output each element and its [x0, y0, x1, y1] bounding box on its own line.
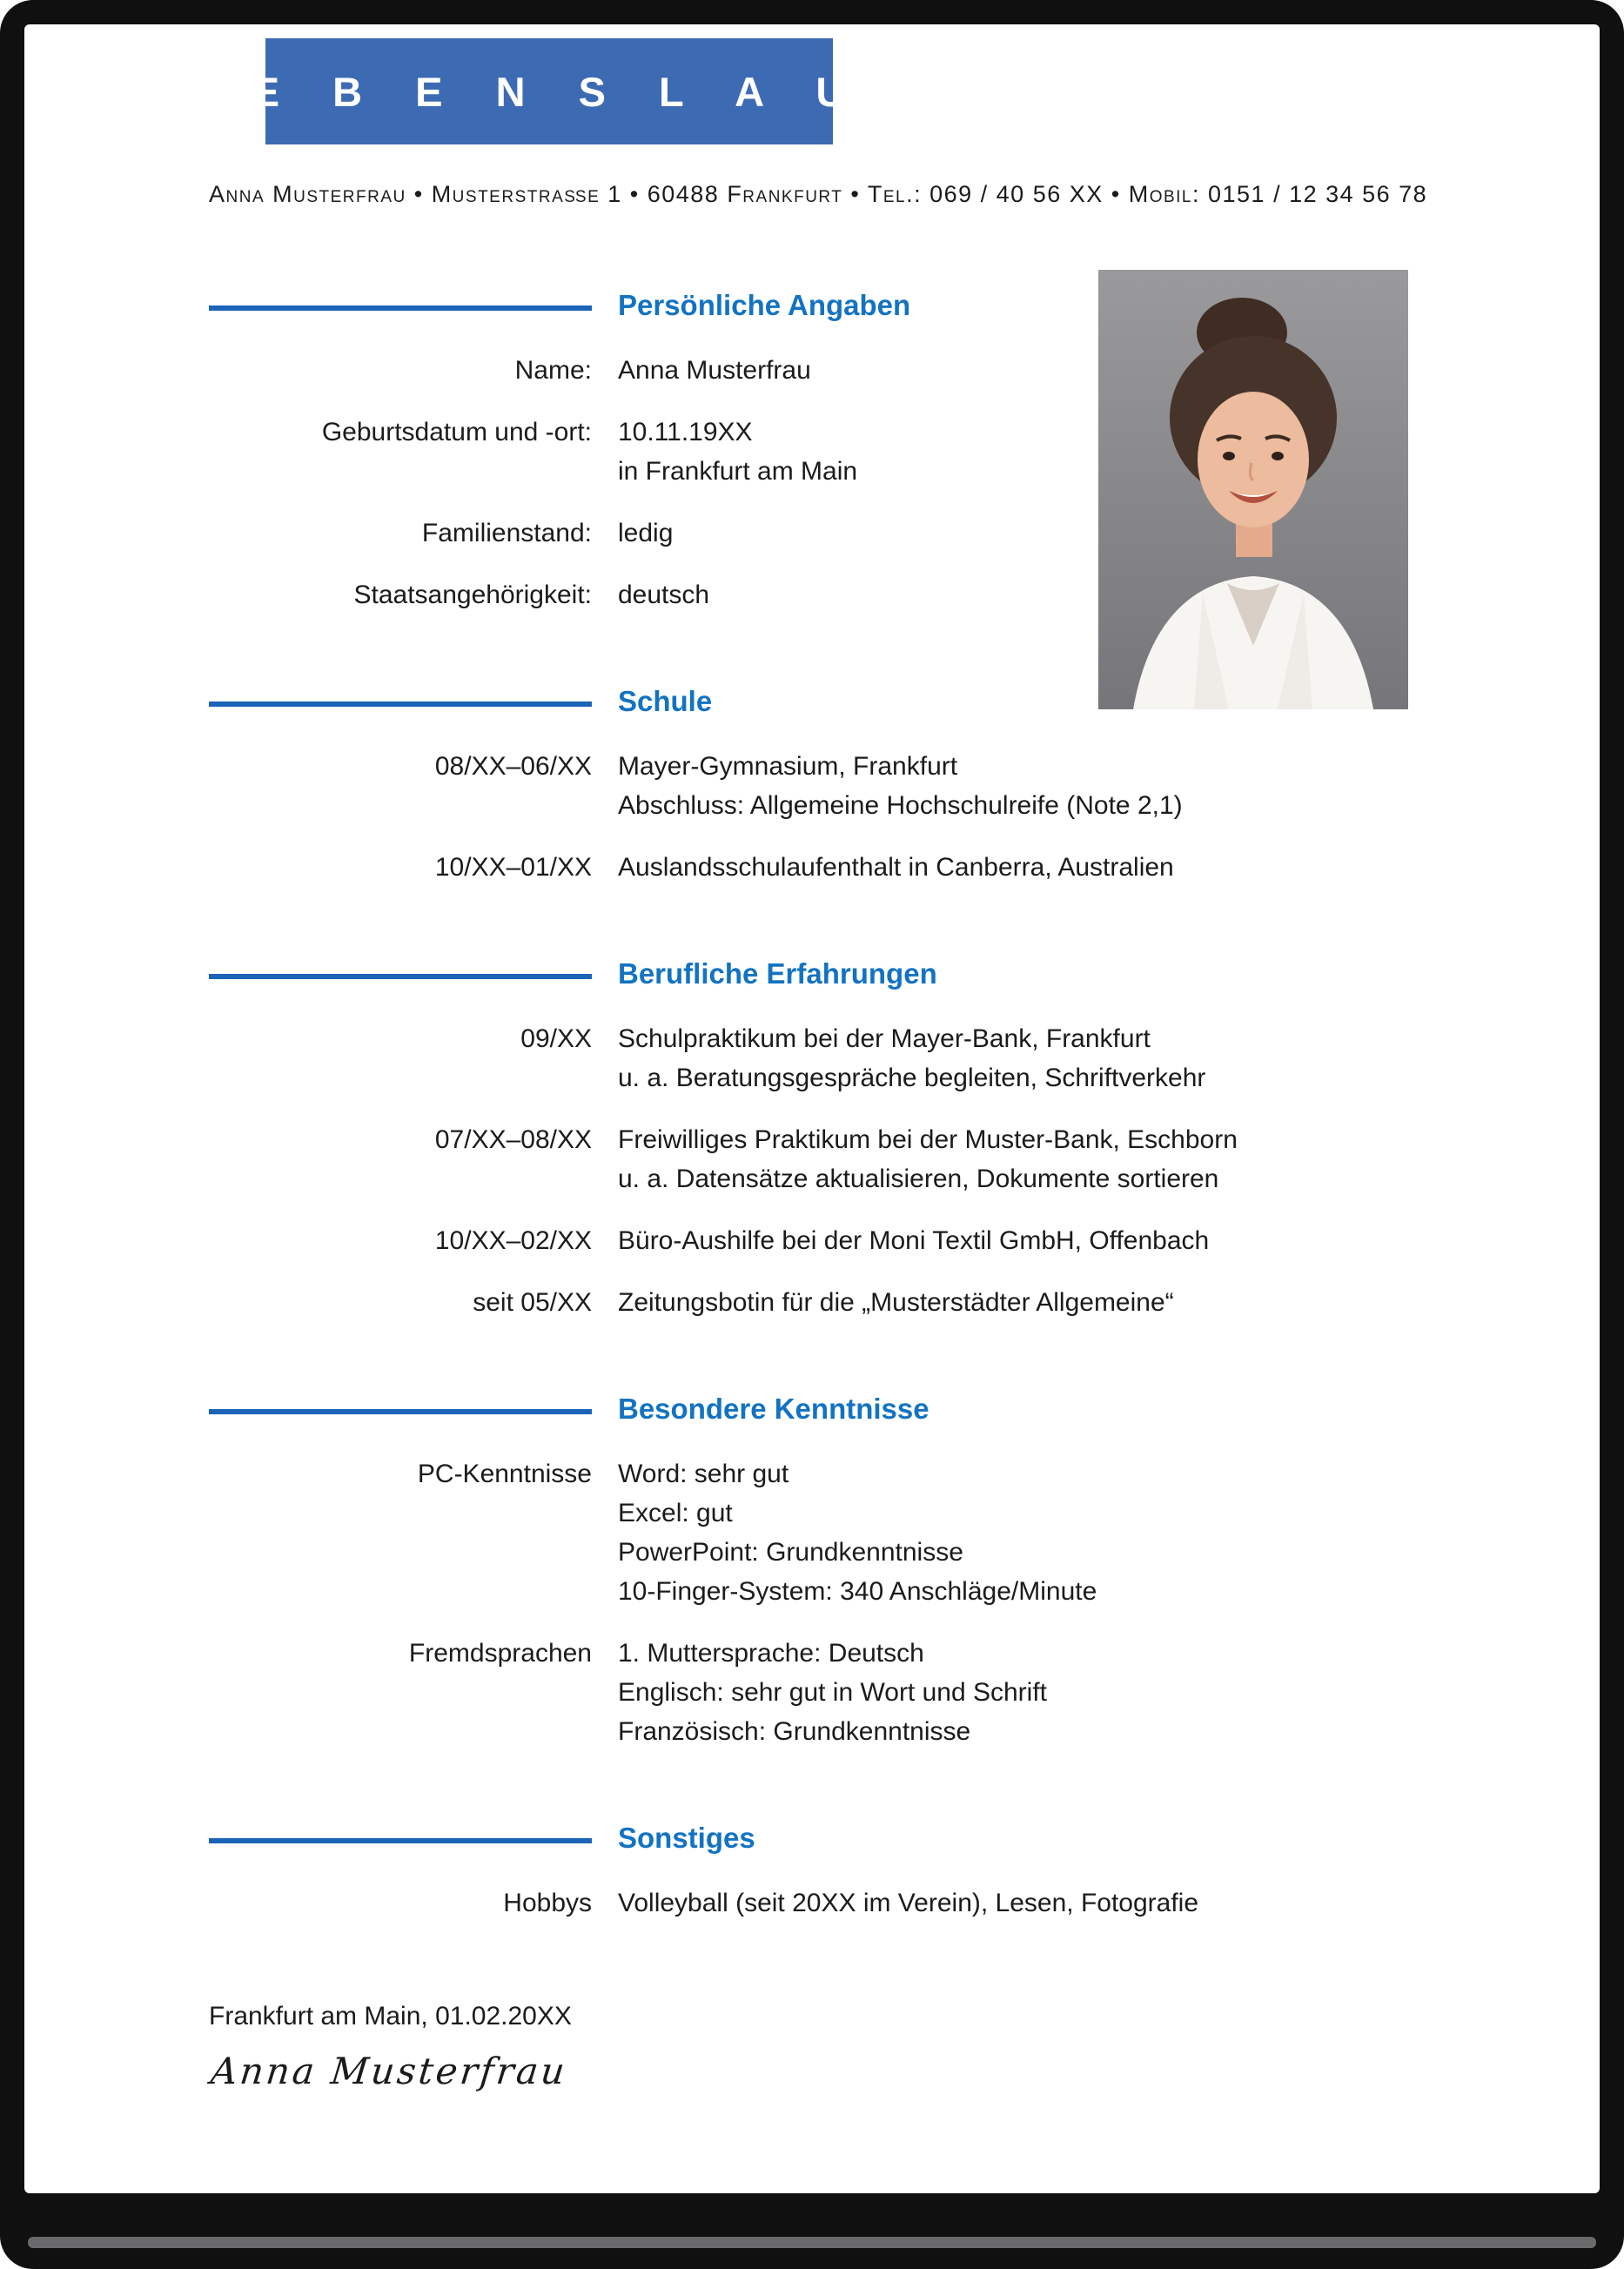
applicant-portrait-photo: [1098, 270, 1408, 709]
section-sonstiges: [209, 1819, 1426, 1923]
entry-label: Geburtsdatum und -ort:: [321, 418, 592, 446]
section-header: [209, 1390, 1426, 1428]
entry-label: 08/XX–06/XX: [434, 752, 592, 781]
entry-row: [209, 1283, 1426, 1322]
entry-line: u. a. Beratungsgespräche begleiten, Schriftverkehr: [618, 1064, 1206, 1092]
entry-row: [209, 1454, 1426, 1611]
entry-line: 1. Muttersprache: Deutsch: [618, 1639, 924, 1668]
section-heading: Berufliche Erfahrungen: [618, 957, 937, 990]
entry-line: Zeitungsbotin für die „Musterstädter Allgemeine“: [618, 1288, 1174, 1317]
entry-row: [209, 1221, 1426, 1260]
entry-label: Hobbys: [503, 1889, 592, 1917]
entry-row: [209, 848, 1426, 887]
entry-value: [618, 747, 1426, 825]
entry-row: [209, 747, 1426, 825]
entry-row: [209, 1120, 1426, 1198]
place-date: Frankfurt am Main, 01.02.20XX: [209, 2002, 572, 2031]
section-header: [209, 955, 1426, 993]
entry-line: Anna Musterfrau: [618, 356, 811, 385]
section-rule: [209, 305, 592, 311]
entry-value: [618, 1120, 1426, 1198]
entry-line: Auslandsschulaufenthalt in Canberra, Australien: [618, 853, 1174, 882]
entry-line: Abschluss: Allgemeine Hochschulreife (Note 2,1): [618, 791, 1183, 820]
entry-label: Name:: [514, 356, 592, 385]
entry-line: Mayer-Gymnasium, Frankfurt: [618, 752, 958, 781]
entry-line: Englisch: sehr gut in Wort und Schrift: [618, 1678, 1048, 1707]
resume-page: [24, 24, 1600, 2193]
resume-title: L E B E N S L A U F: [174, 68, 945, 115]
entry-line: u. a. Datensätze aktualisieren, Dokumente sortieren: [618, 1165, 1219, 1193]
entry-line: Büro-Aushilfe bei der Moni Textil GmbH, Offenbach: [618, 1226, 1210, 1255]
next-page-edge: [28, 2237, 1596, 2248]
entry-line: Französisch: Grundkenntnisse: [618, 1717, 971, 1746]
entry-row: [209, 1634, 1426, 1751]
entry-value: [618, 1883, 1426, 1923]
footer: [209, 1997, 1426, 2092]
section-body: [209, 1883, 1426, 1923]
section-besondere-kenntnisse: [209, 1390, 1426, 1751]
entry-value: [618, 1634, 1426, 1751]
entry-label: Familienstand:: [421, 519, 592, 547]
entry-line: Freiwilliges Praktikum bei der Muster-Bank, Eschborn: [618, 1125, 1238, 1154]
section-body: [209, 1454, 1426, 1751]
entry-line: Schulpraktikum bei der Mayer-Bank, Frankfurt: [618, 1024, 1151, 1053]
entry-label: Fremdsprachen: [408, 1639, 592, 1668]
entry-row: [209, 1883, 1426, 1923]
contact-line: Anna Musterfrau • Musterstraße 1 • 60488 Frankfurt • Tel.: 069 / 40 56 XX • Mobil: 0151 / 12 34 56 78: [209, 181, 1428, 207]
entry-value: [618, 1221, 1426, 1260]
entry-value: [618, 848, 1426, 887]
section-body: [209, 747, 1426, 887]
section-rule: [209, 702, 592, 707]
entry-label: 07/XX–08/XX: [434, 1125, 592, 1154]
entry-line: deutsch: [618, 581, 710, 609]
section-heading: Persönliche Angaben: [618, 289, 911, 321]
title-banner: [174, 38, 945, 144]
section-heading: Besondere Kenntnisse: [618, 1393, 929, 1425]
entry-line: Word: sehr gut: [618, 1460, 789, 1488]
section-header: [209, 1819, 1426, 1857]
entry-line: ledig: [618, 519, 674, 547]
entry-line: 10.11.19XX: [618, 418, 753, 446]
entry-value: [618, 1019, 1426, 1098]
entry-label: seit 05/XX: [473, 1288, 592, 1317]
entry-label: Staatsangehörigkeit:: [353, 581, 592, 609]
entry-line: Volleyball (seit 20XX im Verein), Lesen, Fotografie: [618, 1889, 1199, 1917]
section-rule: [209, 1838, 592, 1843]
entry-line: 10-Finger-System: 340 Anschläge/Minute: [618, 1577, 1097, 1606]
section-heading: Schule: [618, 685, 713, 717]
entry-label: PC-Kenntnisse: [417, 1460, 592, 1488]
entry-label: 10/XX–02/XX: [434, 1226, 592, 1255]
portrait-illustration: [1098, 270, 1408, 709]
section-berufliche-erfahrungen: [209, 955, 1426, 1322]
entry-label: 09/XX: [520, 1024, 592, 1053]
signature: Anna Musterfrau: [209, 2050, 570, 2092]
entry-value: [618, 1283, 1426, 1322]
entry-line: PowerPoint: Grundkenntnisse: [618, 1538, 963, 1567]
entry-label: 10/XX–01/XX: [434, 853, 592, 882]
section-schule: [209, 682, 1426, 887]
entry-line: Excel: gut: [618, 1499, 733, 1527]
section-rule: [209, 974, 592, 979]
section-body: [209, 1019, 1426, 1322]
section-heading: Sonstiges: [618, 1822, 755, 1854]
entry-value: [618, 1454, 1426, 1611]
entry-line: in Frankfurt am Main: [618, 457, 858, 486]
entry-row: [209, 1019, 1426, 1098]
section-rule: [209, 1409, 592, 1414]
